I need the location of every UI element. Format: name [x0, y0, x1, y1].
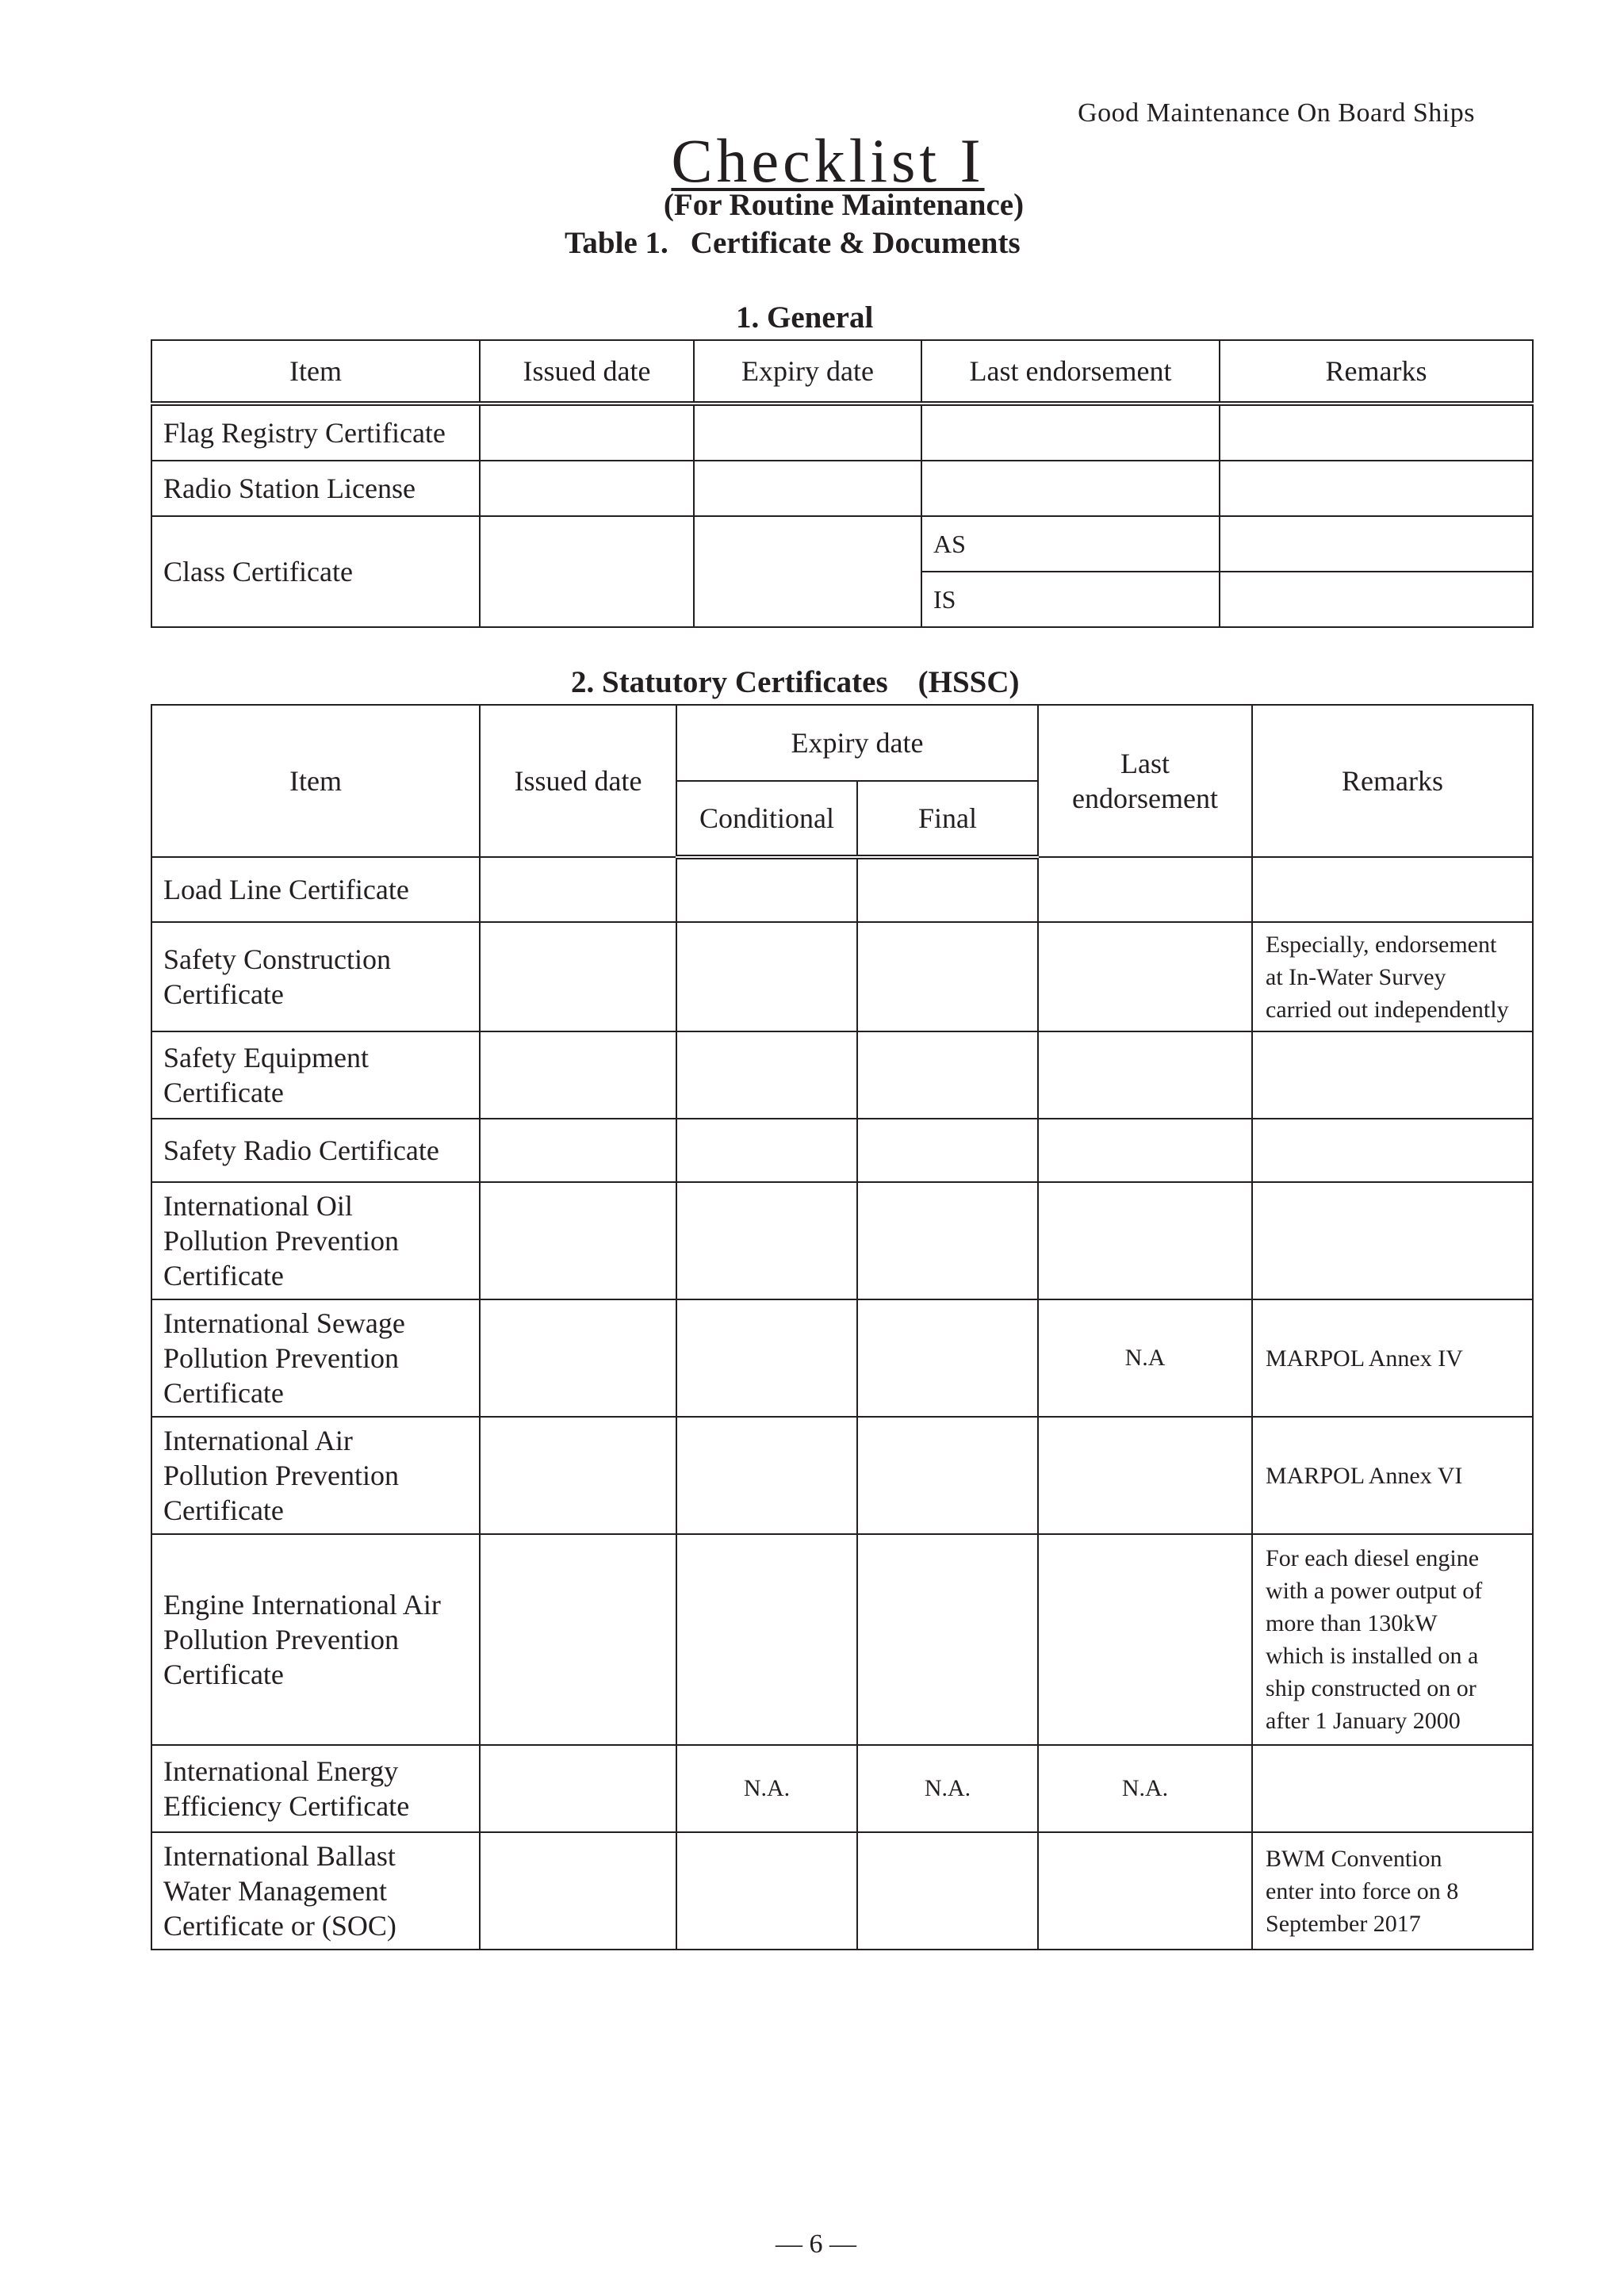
remarks-cell[interactable]	[1220, 572, 1533, 627]
remarks-cell[interactable]	[1220, 516, 1533, 572]
item-cell	[151, 1182, 480, 1299]
conditional-expiry-cell[interactable]	[676, 1299, 857, 1417]
item-cell	[151, 1299, 480, 1417]
col-header-final: Final	[857, 781, 1038, 857]
issued-date-cell[interactable]	[480, 1832, 676, 1950]
final-expiry-cell[interactable]	[857, 1119, 1038, 1182]
item-label-line: Engine International Air	[163, 1589, 441, 1621]
final-expiry-cell[interactable]	[857, 922, 1038, 1031]
item-cell	[151, 1534, 480, 1745]
last-endorsement-cell-as[interactable]: AS	[921, 516, 1220, 572]
remark-line: enter into force on 8	[1266, 1877, 1459, 1904]
issued-date-cell[interactable]	[480, 1299, 676, 1417]
general-table	[151, 339, 1534, 628]
item-cell	[151, 1832, 480, 1950]
remarks-cell[interactable]	[1220, 404, 1533, 461]
remarks-cell[interactable]	[1252, 1299, 1533, 1417]
item-cell	[151, 1031, 480, 1119]
table-row	[151, 857, 1533, 922]
item-cell	[151, 1417, 480, 1534]
item-label-line: International Oil	[163, 1190, 353, 1222]
item-label-line: International Air	[163, 1425, 353, 1456]
table-row	[151, 1119, 1533, 1182]
remarks-cell[interactable]	[1252, 1031, 1533, 1119]
item-label-line: Certificate	[163, 1377, 284, 1409]
table-title-number: Table 1.	[565, 226, 668, 260]
statutory-body	[151, 857, 1533, 1950]
running-header: Good Maintenance On Board Ships	[1078, 98, 1475, 128]
item-label-line: International Energy	[163, 1755, 399, 1787]
remark-line: MARPOL Annex IV	[1266, 1345, 1463, 1372]
conditional-expiry-cell[interactable]	[676, 1832, 857, 1950]
item-label-line: Pollution Prevention	[163, 1624, 399, 1655]
section-heading-statutory	[571, 664, 1019, 700]
final-expiry-cell[interactable]	[857, 1417, 1038, 1534]
item-label-line: Certificate	[163, 978, 284, 1010]
item-label-line: International Ballast	[163, 1840, 396, 1872]
item-label-line: Load Line Certificate	[163, 874, 409, 905]
final-expiry-cell[interactable]: N.A.	[857, 1745, 1038, 1832]
issued-date-cell[interactable]	[480, 1119, 676, 1182]
table-row	[151, 1745, 1533, 1832]
issued-date-cell[interactable]	[480, 461, 694, 516]
issued-date-cell[interactable]	[480, 1182, 676, 1299]
remark-line: after 1 January 2000	[1266, 1708, 1461, 1734]
conditional-expiry-cell[interactable]	[676, 1534, 857, 1745]
last-endorsement-cell[interactable]: N.A.	[1038, 1745, 1252, 1832]
col-header-item: Item	[151, 340, 480, 404]
table-row	[151, 404, 1533, 461]
issued-date-cell[interactable]	[480, 1031, 676, 1119]
last-endorsement-cell[interactable]	[1038, 922, 1252, 1031]
remarks-cell[interactable]	[1252, 1745, 1533, 1832]
remark-line: carried out independently	[1266, 996, 1509, 1023]
item-label-line: Pollution Prevention	[163, 1225, 399, 1257]
last-endorsement-cell[interactable]	[921, 461, 1220, 516]
conditional-expiry-cell[interactable]	[676, 1119, 857, 1182]
col-header-last-endorsement-line: endorsement	[1072, 783, 1218, 814]
final-expiry-cell[interactable]	[857, 1031, 1038, 1119]
conditional-expiry-cell[interactable]	[676, 922, 857, 1031]
issued-date-cell[interactable]	[480, 404, 694, 461]
item-label-line: Safety Radio Certificate	[163, 1135, 439, 1166]
final-expiry-cell[interactable]	[857, 1182, 1038, 1299]
table-title-label: Certificate & Documents	[690, 226, 1021, 260]
page-subtitle: (For Routine Maintenance)	[663, 188, 1025, 222]
issued-date-cell[interactable]	[480, 1534, 676, 1745]
conditional-expiry-cell[interactable]	[676, 857, 857, 922]
table-row	[151, 461, 1533, 516]
remarks-cell[interactable]	[1252, 1417, 1533, 1534]
last-endorsement-cell[interactable]	[1038, 1031, 1252, 1119]
conditional-expiry-cell[interactable]	[676, 1417, 857, 1534]
expiry-date-cell[interactable]	[694, 404, 921, 461]
item-label-line: Certificate	[163, 1077, 284, 1108]
last-endorsement-cell[interactable]: N.A	[1038, 1299, 1252, 1417]
section-heading-text: 2. Statutory Certificates	[571, 665, 888, 699]
remarks-cell[interactable]	[1252, 1832, 1533, 1950]
table-row	[151, 516, 1533, 572]
page-number: — 6 —	[776, 2229, 856, 2259]
expiry-date-cell[interactable]	[694, 516, 921, 627]
last-endorsement-cell[interactable]	[1038, 857, 1252, 922]
item-cell: Flag Registry Certificate	[151, 404, 480, 461]
item-cell: Radio Station License	[151, 461, 480, 516]
col-header-remarks: Remarks	[1252, 705, 1533, 857]
issued-date-cell[interactable]	[480, 857, 676, 922]
item-cell	[151, 922, 480, 1031]
conditional-expiry-cell[interactable]	[676, 1031, 857, 1119]
col-header-last-endorsement	[1038, 705, 1252, 857]
remark-line: September 2017	[1266, 1910, 1421, 1937]
table-row	[151, 1417, 1533, 1534]
item-label-line: Safety Construction	[163, 943, 391, 975]
remarks-cell[interactable]	[1252, 922, 1533, 1031]
item-cell: Class Certificate	[151, 516, 480, 627]
conditional-expiry-cell[interactable]	[676, 1182, 857, 1299]
statutory-table	[151, 704, 1534, 1950]
col-header-remarks: Remarks	[1220, 340, 1533, 404]
col-header-last-endorsement: Last endorsement	[921, 340, 1220, 404]
issued-date-cell[interactable]	[480, 516, 694, 627]
item-cell	[151, 1745, 480, 1832]
item-label-line: Efficiency Certificate	[163, 1790, 410, 1822]
remark-line: MARPOL Annex VI	[1266, 1462, 1463, 1489]
issued-date-cell[interactable]	[480, 922, 676, 1031]
remark-line: Especially, endorsement	[1266, 931, 1497, 958]
table-row	[151, 1031, 1533, 1119]
section-heading-sub: (HSSC)	[917, 665, 1020, 699]
col-header-last-endorsement-line: Last	[1120, 748, 1170, 779]
final-expiry-cell[interactable]	[857, 1299, 1038, 1417]
expiry-date-cell[interactable]	[694, 461, 921, 516]
table-row	[151, 1534, 1533, 1745]
table-row	[151, 1299, 1533, 1417]
item-label-line: Certificate	[163, 1260, 284, 1292]
item-label-line: Pollution Prevention	[163, 1460, 399, 1491]
item-label-line: International Sewage	[163, 1307, 405, 1339]
remarks-cell[interactable]	[1252, 1182, 1533, 1299]
item-label-line: Safety Equipment	[163, 1042, 369, 1073]
final-expiry-cell[interactable]	[857, 1832, 1038, 1950]
final-expiry-cell[interactable]	[857, 857, 1038, 922]
final-expiry-cell[interactable]	[857, 1534, 1038, 1745]
issued-date-cell[interactable]	[480, 1417, 676, 1534]
remarks-cell[interactable]	[1252, 1119, 1533, 1182]
item-label-line: Certificate	[163, 1494, 284, 1526]
col-header-expiry-date: Expiry date	[694, 340, 921, 404]
issued-date-cell[interactable]	[480, 1745, 676, 1832]
last-endorsement-cell[interactable]	[1038, 1182, 1252, 1299]
item-label-line: Pollution Prevention	[163, 1342, 399, 1374]
last-endorsement-cell[interactable]	[1038, 1417, 1252, 1534]
item-cell	[151, 857, 480, 922]
table-header-row	[151, 705, 1533, 781]
last-endorsement-cell[interactable]	[1038, 1832, 1252, 1950]
table-row	[151, 1182, 1533, 1299]
item-label-line: Certificate	[163, 1659, 284, 1690]
last-endorsement-cell[interactable]	[1038, 1119, 1252, 1182]
remark-line: BWM Convention	[1266, 1845, 1442, 1872]
remark-line: ship constructed on or	[1266, 1675, 1477, 1701]
item-label-line: Certificate or (SOC)	[163, 1910, 396, 1942]
remarks-cell[interactable]	[1220, 461, 1533, 516]
last-endorsement-cell[interactable]	[921, 404, 1220, 461]
col-header-conditional: Conditional	[676, 781, 857, 857]
table-row	[151, 1832, 1533, 1950]
section-heading-general: 1. General	[736, 300, 874, 335]
conditional-expiry-cell[interactable]: N.A.	[676, 1745, 857, 1832]
item-cell	[151, 1119, 480, 1182]
page-title-text: Checklist I	[671, 126, 985, 195]
remark-line: which is installed on a	[1266, 1643, 1479, 1669]
remarks-cell[interactable]	[1252, 857, 1533, 922]
col-header-expiry-date: Expiry date	[676, 705, 1038, 781]
table-header-row	[151, 340, 1533, 404]
col-header-item: Item	[151, 705, 480, 857]
col-header-issued-date: Issued date	[480, 705, 676, 857]
table-row	[151, 922, 1533, 1031]
last-endorsement-cell[interactable]	[1038, 1534, 1252, 1745]
page-title	[0, 125, 1624, 197]
col-header-issued-date: Issued date	[480, 340, 694, 404]
remarks-cell[interactable]	[1252, 1534, 1533, 1745]
item-label-line: Water Management	[163, 1875, 387, 1907]
remark-line: with a power output of	[1266, 1578, 1483, 1604]
table-title	[565, 225, 1021, 261]
remark-line: For each diesel engine	[1266, 1545, 1480, 1571]
remark-line: at In-Water Survey	[1266, 963, 1446, 990]
last-endorsement-cell-is[interactable]: IS	[921, 572, 1220, 627]
remark-line: more than 130kW	[1266, 1610, 1438, 1636]
